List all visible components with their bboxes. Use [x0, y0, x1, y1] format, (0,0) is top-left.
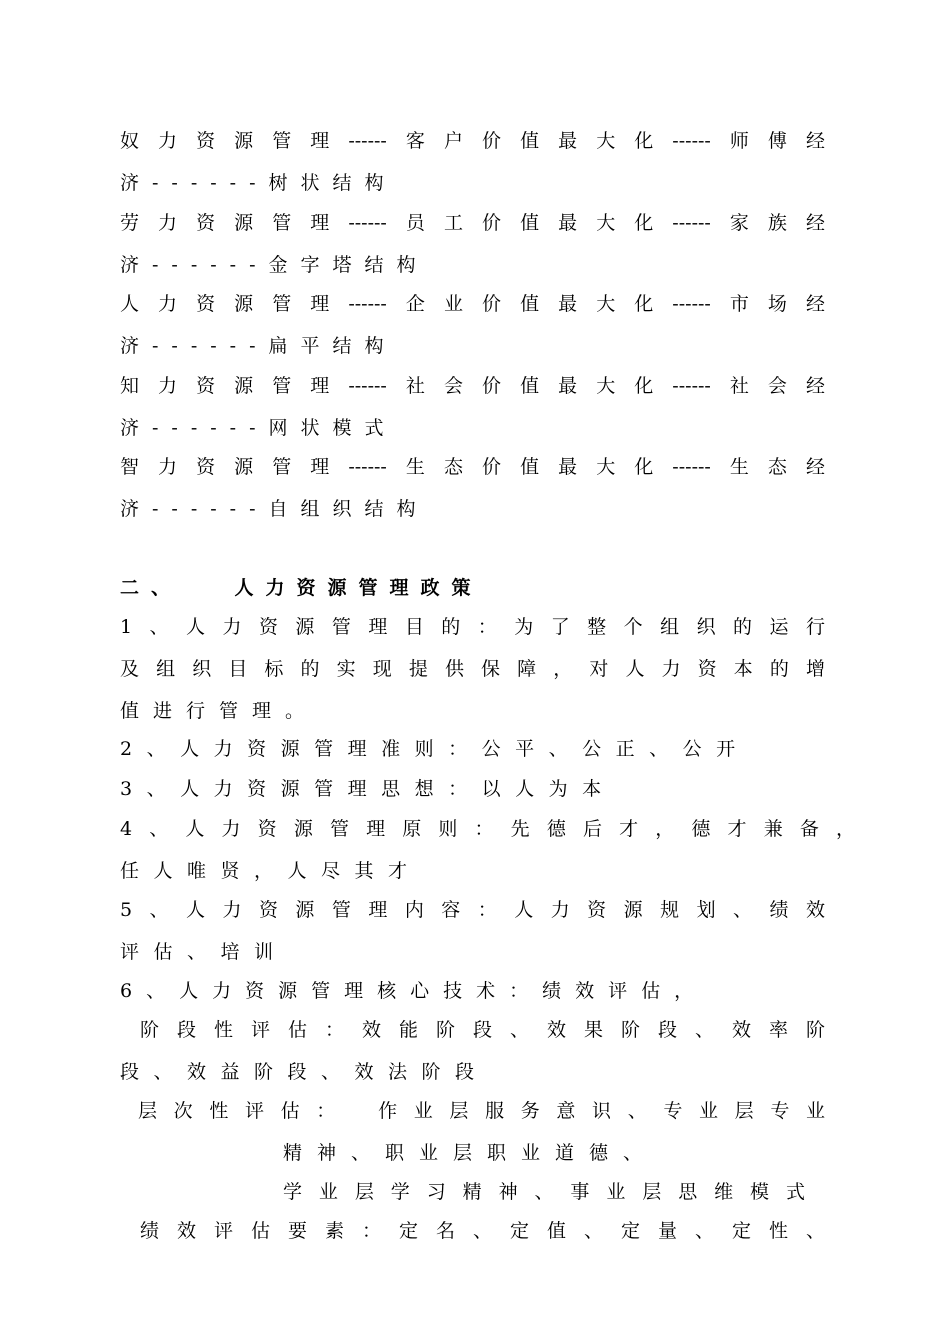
section-heading: 二、 人力资源管理政策 — [120, 577, 483, 599]
text-line: 2、人力资源管理准则：公平、公正、公开 — [120, 738, 750, 760]
text-line: 劳力资源管理------员工价值最大化------家族经 — [120, 212, 825, 234]
text-line: 任人唯贤，人尽其才 — [120, 860, 422, 882]
text-line: 5、人力资源管理内容：人力资源规划、绩效 — [120, 899, 825, 921]
text-line: 层次性评估： 作业层服务意识、专业层专业 — [138, 1100, 825, 1122]
text-line: 知力资源管理------社会价值最大化------社会经 — [120, 375, 825, 397]
text-line: 济------扁平结构 — [120, 335, 397, 357]
text-line: 4、人力资源管理原则：先德后才，德才兼备， — [120, 818, 855, 840]
text-line: 济------自组织结构 — [120, 498, 429, 520]
text-line: 学业层学习精神、事业层思维模式 — [283, 1181, 805, 1203]
text-line: 1、人力资源管理目的：为了整个组织的运行 — [120, 616, 825, 638]
text-line: 绩效评估要素：定名、定值、定量、定性、 — [140, 1220, 825, 1242]
text-line: 值进行管理。 — [120, 700, 319, 722]
text-line: 济------金字塔结构 — [120, 254, 429, 276]
text-line: 济------树状结构 — [120, 172, 397, 194]
text-line: 及组织目标的实现提供保障，对人力资本的增 — [120, 658, 825, 680]
text-line: 奴力资源管理------客户价值最大化------师傅经 — [120, 130, 825, 152]
text-line: 阶段性评估：效能阶段、效果阶段、效率阶 — [140, 1019, 825, 1041]
text-line: 智力资源管理------生态价值最大化------生态经 — [120, 456, 825, 478]
text-line: 评估、培训 — [120, 941, 288, 963]
text-line: 人力资源管理------企业价值最大化------市场经 — [120, 293, 825, 315]
text-line: 精神、职业层职业道德、 — [283, 1142, 658, 1164]
text-line: 6、人力资源管理核心技术：绩效评估， — [120, 980, 708, 1002]
text-line: 济------网状模式 — [120, 417, 397, 439]
text-line: 3、人力资源管理思想：以人为本 — [120, 778, 616, 800]
text-line: 段、效益阶段、效法阶段 — [120, 1061, 489, 1083]
